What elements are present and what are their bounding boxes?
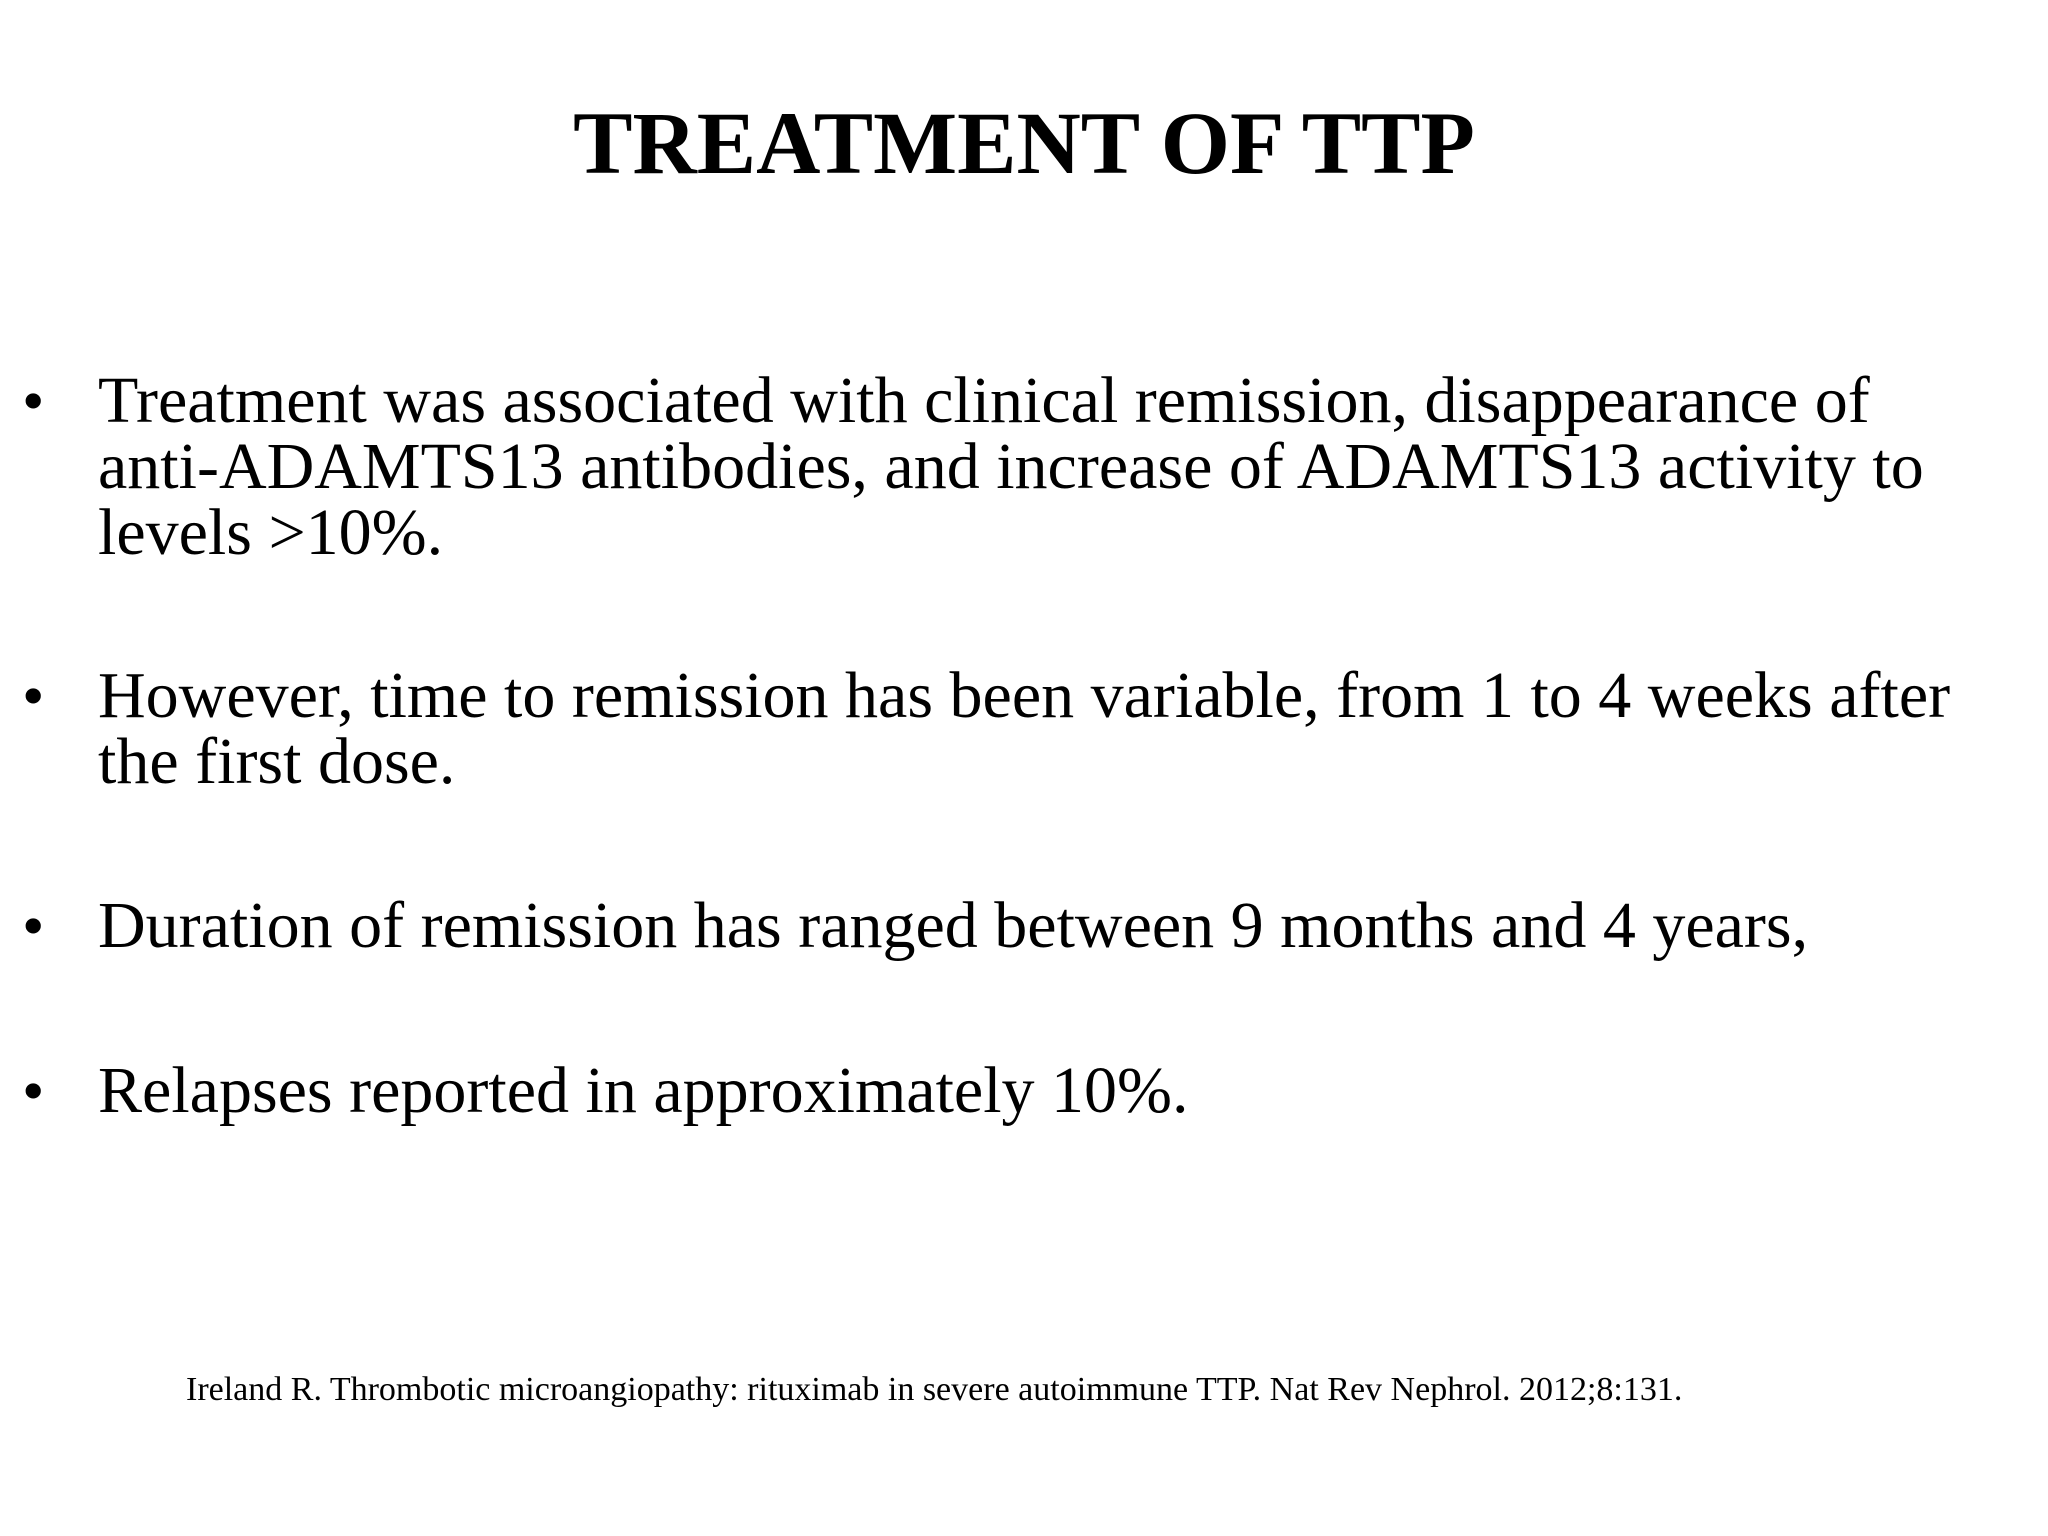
bullet-dot-icon: • [22, 365, 45, 436]
bullet-text: However, time to remission has been variable, from 1 to 4 weeks after the first dose. [98, 659, 1951, 798]
citation-reference: Ireland R. Thrombotic microangiopathy: rituximab in severe autoimmune TTP. Nat Rev Nephrol. 2012;8:131. [186, 1371, 1683, 1408]
bullet-text: Duration of remission has ranged between 9 months and 4 years, [98, 889, 1809, 962]
bullet-dot-icon: • [22, 890, 45, 961]
bullet-text: Relapses reported in approximately 10%. [98, 1054, 1189, 1127]
bullet-dot-icon: • [22, 1055, 45, 1126]
slide-title: TREATMENT OF TTP [573, 95, 1475, 193]
bullet-dot-icon: • [22, 660, 45, 731]
bullet-text: Treatment was associated with clinical remission, disappearance of anti-ADAMTS13 antibodies, and increase of ADAMTS13 activity to levels >10%. [98, 364, 1924, 569]
